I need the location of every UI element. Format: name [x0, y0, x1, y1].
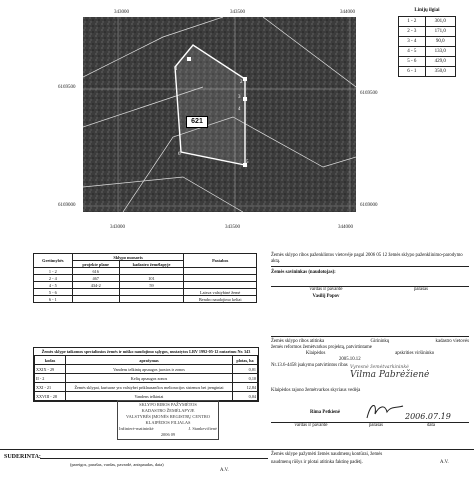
table-cell: 350,0 — [425, 67, 455, 77]
table-cell: XXI - 21 — [35, 383, 66, 392]
stamp-line: VALSTYBĖS ĮMONĖS REGISTRŲ CENTRO — [126, 414, 210, 419]
table-cell: 0,01 — [233, 365, 258, 374]
table-cell: 0,04 — [233, 392, 258, 401]
footer-av-left: A.V. — [220, 468, 229, 473]
date-label: data — [427, 423, 435, 428]
stamp-line: KLAIPĖDOS FILIALAS — [145, 420, 191, 425]
table-cell — [184, 282, 257, 289]
table-cell: 467 — [72, 275, 119, 282]
text: Žemės sklypo ribos atitinka — [271, 339, 325, 344]
head-sign-label: parašas — [368, 423, 384, 428]
stamp-line: KADASTRO ŽEMĖLAPYJE — [141, 408, 195, 413]
table-cell: Vandens telkiniai — [66, 392, 233, 401]
table-cell: II - 2 — [35, 374, 66, 383]
table-row — [35, 374, 258, 383]
table-row — [399, 67, 456, 77]
table-cell: Kelių apsaugos zonos — [66, 374, 233, 383]
officer-name: Vilma Pabrėžienė — [350, 370, 430, 380]
table-cell — [184, 268, 257, 275]
table-cell: Žemės sklypai, kuriuose yra valstybei priklausančios melioracijos sistemos bei įrenginiai — [66, 383, 233, 392]
table-cell — [72, 296, 119, 303]
table-cell: 2 - 4 — [34, 275, 73, 282]
footer-right-1: Žemės sklype pažymėti žemės naudmenų kontūrai, žemės — [271, 452, 383, 457]
restrictions-title: Žemės sklype taikomos specialiosios žemės ir miško naudojimo sąlygos, nustatytos LRV 1992-05-12 nutarimu Nr. 343 — [41, 349, 251, 354]
text: Klaipėdos — [305, 351, 326, 356]
text: Girininkų — [370, 339, 390, 344]
grid-label-right: 6169500 — [360, 91, 378, 96]
table-cell: 4 - 5 — [34, 282, 73, 289]
table-cell — [184, 275, 257, 282]
col-header: kodas — [35, 356, 66, 365]
table-row — [399, 57, 456, 67]
table-row — [399, 47, 456, 57]
approval-caption: (pareigos, parašas, vardas, pavardė, antspaudas, data) — [70, 462, 164, 467]
approval-line — [40, 458, 268, 459]
grid-label-top: 343500 — [230, 10, 245, 15]
head-labels — [271, 422, 469, 429]
officer-role: Vyresnė žemėtvarkininkė — [350, 365, 409, 370]
table-cell: 5 - 6 — [399, 57, 426, 67]
table-row — [34, 289, 257, 296]
text: žemės reformos žemėtvarkos projektą, patvirtintame — [271, 345, 372, 350]
table-cell — [72, 289, 119, 296]
line-lengths-table — [398, 16, 456, 77]
table-cell: 3 - 4 — [399, 37, 426, 47]
approval-footer — [0, 449, 474, 477]
table-header-row — [35, 356, 258, 365]
text: Nr.13.6-4458 įsakymu patvirtintos ribas — [271, 363, 348, 368]
table-row — [399, 27, 456, 37]
table-cell: 616 — [72, 268, 119, 275]
point-label: 2 — [240, 80, 243, 85]
stamp-line: J. Stankevičienė — [188, 426, 217, 431]
grid-label-right: 6169000 — [360, 203, 378, 208]
col-header: Gretimybės — [34, 254, 73, 268]
table-row — [34, 275, 257, 282]
table-row — [34, 268, 257, 275]
owner-title: Žemės savininkas (naudotojas): — [271, 270, 336, 275]
table-cell: 101 — [119, 275, 184, 282]
table-cell: 59 — [119, 282, 184, 289]
grid-label-bottom: 343500 — [225, 225, 240, 230]
point-label: 3 — [238, 95, 241, 100]
table-row — [35, 365, 258, 374]
table-row — [399, 17, 456, 27]
grid-label-bottom: 344000 — [338, 225, 353, 230]
head-name-label: vardas ir pavardė — [294, 423, 328, 428]
table-cell: 2 - 3 — [399, 27, 426, 37]
table-cell: 4 - 5 — [399, 47, 426, 57]
col-header: aprašymas — [66, 356, 233, 365]
col-header: kadastro žemėlapyje — [119, 261, 184, 268]
table-cell: 1 - 2 — [34, 268, 73, 275]
table-cell: 6 - 1 — [399, 67, 426, 77]
point-label: 1 — [175, 67, 178, 72]
col-header: Sklypo nuosavis — [72, 254, 184, 261]
footer-right-2: naudmenų rūšys ir plotai atitinka faktinę padėtį. — [271, 460, 363, 465]
grid-label-left: 6169000 — [58, 203, 76, 208]
point-label: 6 — [178, 152, 181, 157]
approved-label: SUDERINTA: — [4, 454, 41, 460]
point-label: 4 — [238, 107, 241, 112]
table-cell: 434-2 — [72, 282, 119, 289]
table-cell: Laisva valstybinė žemė — [184, 289, 257, 296]
stamp-line: SKLYPO RIBOS PAŽYMĖTOS — [139, 402, 197, 407]
table-cell: Vandens telkinių apsaugos juostos ir zonos — [66, 365, 233, 374]
table-row — [399, 37, 456, 47]
owner-name-label: vardas ir pavardė — [309, 287, 343, 292]
table-cell: XXVIII - 28 — [35, 392, 66, 401]
head-name: Rima Petkienė — [310, 410, 340, 415]
table-cell: XXIX - 29 — [35, 365, 66, 374]
owner-labels — [271, 286, 469, 293]
table-cell: 171,0 — [425, 27, 455, 37]
text: 2005.10.12 — [339, 357, 361, 362]
sign-date: 2006.07.19 — [405, 412, 451, 421]
table-cell: 0,10 — [233, 374, 258, 383]
table-cell: 6 - 1 — [34, 296, 73, 303]
table-cell: 429,0 — [425, 57, 455, 67]
table-cell — [119, 268, 184, 275]
table-cell: 1 - 2 — [399, 17, 426, 27]
footer-av-right: A.V. — [440, 460, 449, 465]
parcel-label: 621 — [186, 116, 208, 128]
table-row — [35, 383, 258, 392]
table-cell — [119, 296, 184, 303]
marking-statement: Žemės sklypo ribos paženklintos vietovėje pagal 2006 05 12 žemės sklypo paženklinimo-parodymo aktą. — [271, 253, 469, 267]
text: kadastro vietovės — [435, 339, 469, 344]
grid-label-top: 344000 — [340, 10, 355, 15]
table-row — [34, 282, 257, 289]
neighbouring-parcels-table — [33, 253, 257, 303]
grid-label-top: 343000 — [114, 10, 129, 15]
table-cell: 301,0 — [425, 17, 455, 27]
table-row — [34, 296, 257, 303]
registry-stamp — [117, 400, 219, 440]
stamp-line: Inžinierė-matininkė — [119, 426, 154, 431]
grid-label-bottom: 343000 — [110, 225, 125, 230]
point-label: 5 — [246, 160, 249, 165]
owner-sign-label: parašas — [413, 287, 429, 292]
head-line: Klaipėdos rajono žemėtvarkos skyriaus vedėja — [271, 388, 361, 393]
lines-table-title: Linijų ilgiai — [414, 8, 440, 13]
grid-label-left: 6169500 — [58, 85, 76, 90]
table-cell: 5 - 6 — [34, 289, 73, 296]
col-header: plotas, ha — [233, 356, 258, 365]
restrictions-block — [33, 347, 259, 402]
table-header-row — [34, 254, 257, 261]
signature — [365, 400, 405, 422]
col-header: projekte plane — [72, 261, 119, 268]
owner-name: Vasilij Popov — [312, 294, 340, 299]
col-header: Pastabos — [184, 254, 257, 268]
table-cell: 12,84 — [233, 383, 258, 392]
table-cell: 133,0 — [425, 47, 455, 57]
table-cell: 90,0 — [425, 37, 455, 47]
table-cell — [119, 289, 184, 296]
table-cell: Bendro naudojimo keliai — [184, 296, 257, 303]
cadastral-map — [83, 17, 356, 212]
text: apskrities viršininko — [395, 351, 435, 356]
stamp-line: 2006 09 — [160, 432, 176, 437]
